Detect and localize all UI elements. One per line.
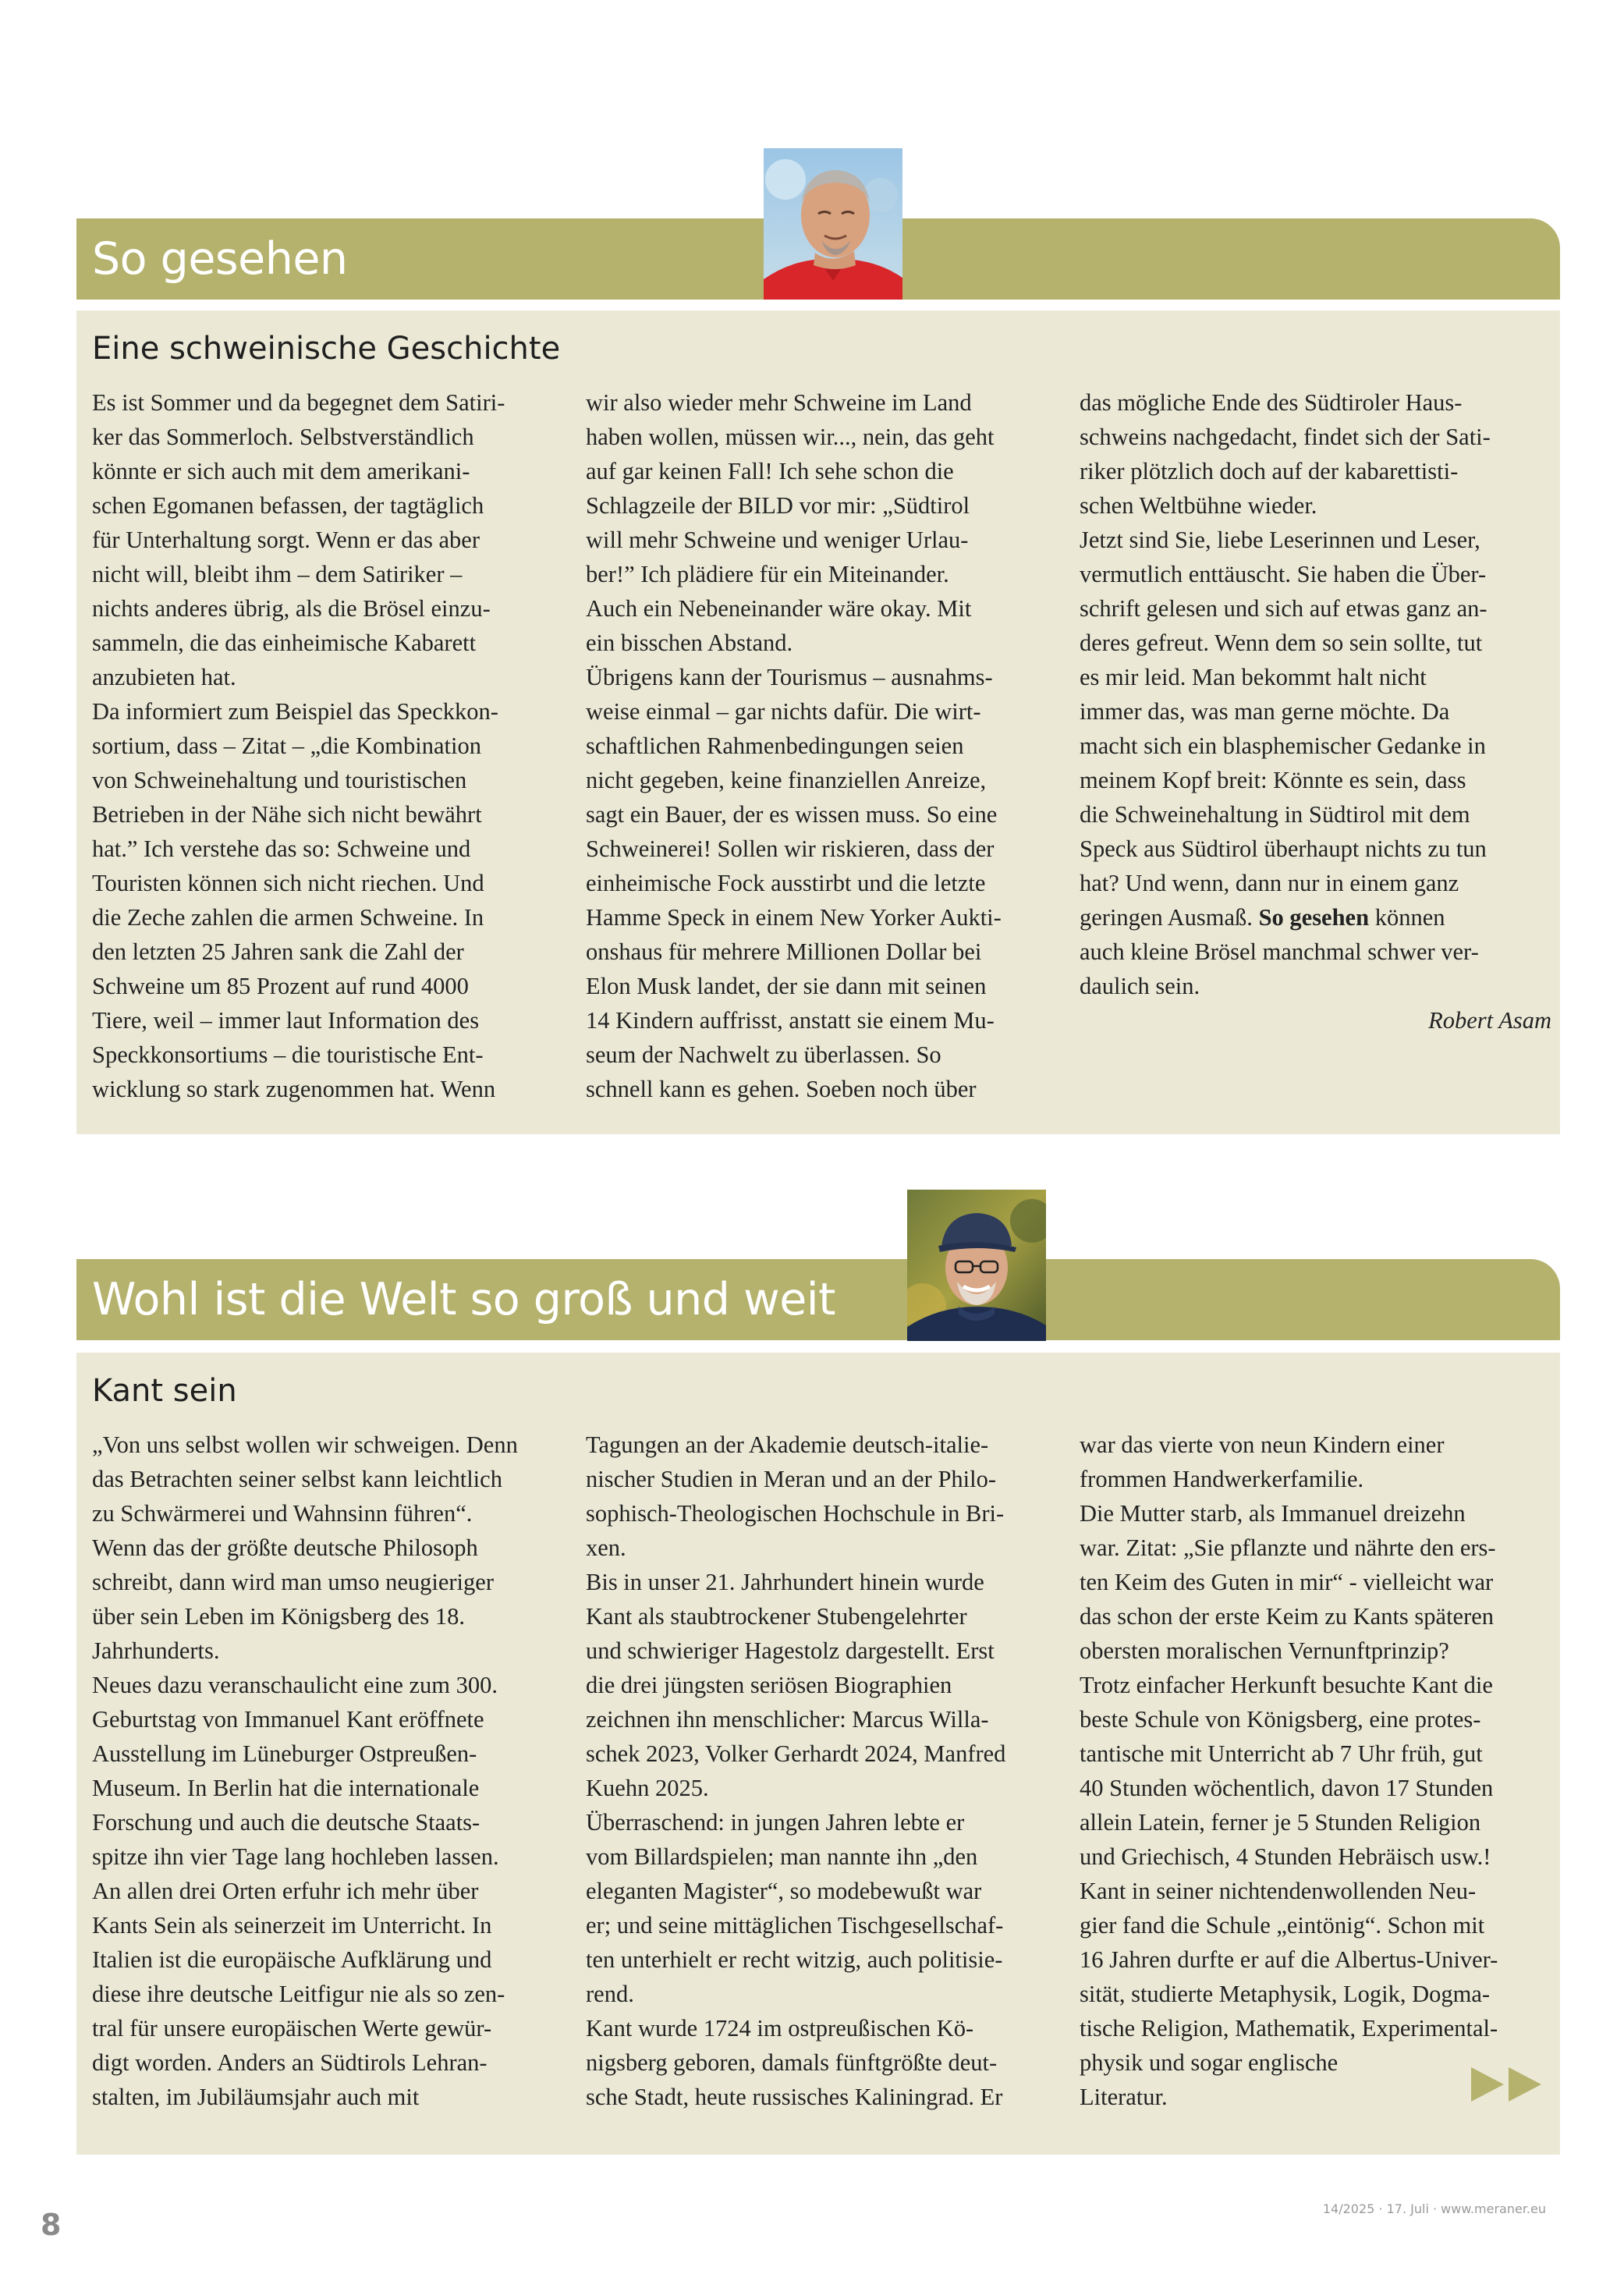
- text-line: xen.: [586, 1534, 626, 1561]
- text-line: frommen Handwerkerfamilie.: [1080, 1466, 1364, 1492]
- text-line: von Schweinehaltung und touristischen: [92, 767, 467, 793]
- text-line: Jetzt sind Sie, liebe Leserinnen und Leser,: [1080, 527, 1480, 553]
- text-line: Speck aus Südtirol überhaupt nichts zu tun: [1080, 835, 1487, 862]
- text-line: Es ist Sommer und da begegnet dem Satiri-: [92, 389, 505, 416]
- text-line: und schwieriger Hagestolz dargestellt. Erst: [586, 1637, 995, 1664]
- text-line: schnell kann es gehen. Soeben noch über: [586, 1076, 977, 1102]
- text-line: rend.: [586, 1981, 634, 2007]
- text-line: ker das Sommerloch. Selbstverständlich: [92, 424, 474, 450]
- text-line: Überraschend: in jungen Jahren lebte er: [586, 1809, 965, 1836]
- text-line: Wenn das der größte deutsche Philosoph: [92, 1534, 478, 1561]
- text-fragment: geringen Ausmaß.: [1080, 904, 1259, 931]
- text-line: Literatur.: [1080, 2084, 1168, 2110]
- bold-phrase: So gesehen: [1258, 904, 1370, 931]
- text-line: Forschung und auch die deutsche Staats-: [92, 1809, 480, 1836]
- text-line: immer das, was man gerne möchte. Da: [1080, 698, 1450, 725]
- section2-column-3: [1080, 1428, 1548, 2114]
- text-line: ber!” Ich plädiere für ein Miteinander.: [586, 561, 949, 587]
- text-line: Geburtstag von Immanuel Kant eröffnete: [92, 1706, 484, 1733]
- text-line: Hamme Speck in einem New Yorker Aukti-: [586, 904, 1002, 931]
- text-line: hat.” Ich verstehe das so: Schweine und: [92, 835, 471, 862]
- text-line: die Schweinehaltung in Südtirol mit dem: [1080, 801, 1470, 828]
- text-line: Die Mutter starb, als Immanuel dreizehn: [1080, 1500, 1466, 1527]
- text-line: Ausstellung im Lüneburger Ostpreußen-: [92, 1740, 477, 1767]
- text-line: tische Religion, Mathematik, Experimental-: [1080, 2015, 1498, 2042]
- text-line: das mögliche Ende des Südtiroler Haus-: [1080, 389, 1463, 416]
- text-line: über sein Leben im Königsberg des 18.: [92, 1603, 466, 1630]
- text-line: Italien ist die europäische Aufklärung und: [92, 1946, 492, 1973]
- text-line: Schweinerei! Sollen wir riskieren, dass der: [586, 835, 995, 862]
- text-line: auf gar keinen Fall! Ich sehe schon die: [586, 458, 954, 484]
- text-line: digt worden. Anders an Südtirols Lehran-: [92, 2049, 488, 2076]
- section1-article-panel: [76, 310, 1560, 1134]
- text-line: auch kleine Brösel manchmal schwer ver-: [1080, 938, 1479, 965]
- text-line: Museum. In Berlin hat die internationale: [92, 1775, 480, 1801]
- text-line: macht sich ein blasphemischer Gedanke in: [1080, 733, 1486, 759]
- text-line: beste Schule von Königsberg, eine protes-: [1080, 1706, 1481, 1733]
- section2-subtitle: Kant sein: [92, 1373, 237, 1409]
- text-line: schaftlichen Rahmenbedingungen seien: [586, 733, 964, 759]
- text-line: wicklung so stark zugenommen hat. Wenn: [92, 1076, 496, 1102]
- text-line: tral für unsere europäischen Werte gewür-: [92, 2015, 492, 2042]
- text-line: obersten moralischen Vernunftprinzip?: [1080, 1637, 1449, 1664]
- section2-banner: [76, 1259, 1560, 1340]
- section1-column-3: [1080, 385, 1551, 1038]
- section1-subtitle: Eine schweinische Geschichte: [92, 331, 561, 367]
- author-portrait-2: [907, 1190, 1046, 1341]
- text-line: 40 Stunden wöchentlich, davon 17 Stunden: [1080, 1775, 1494, 1801]
- text-line: sammeln, die das einheimische Kabarett: [92, 630, 477, 656]
- section2-article-panel: [76, 1353, 1560, 2155]
- page-number: 8: [41, 2208, 62, 2242]
- text-line: nicht will, bleibt ihm – dem Satiriker –: [92, 561, 463, 587]
- text-line: Neues dazu veranschaulicht eine zum 300.: [92, 1672, 498, 1698]
- text-line: Auch ein Nebeneinander wäre okay. Mit: [586, 595, 972, 622]
- text-line: Speckkonsortiums – die touristische Ent-: [92, 1041, 484, 1068]
- text-line: Kant wurde 1724 im ostpreußischen Kö-: [586, 2015, 974, 2042]
- text-line: spitze ihn vier Tage lang hochleben lassen.: [92, 1843, 499, 1870]
- text-line: meinem Kopf breit: Könnte es sein, dass: [1080, 767, 1466, 793]
- section1-column-2: [586, 385, 1054, 1106]
- text-line: will mehr Schweine und weniger Urlau-: [586, 527, 969, 553]
- text-line: eleganten Magister“, so modebewußt war: [586, 1878, 982, 1904]
- text-line: Schweine um 85 Prozent auf rund 4000: [92, 973, 469, 999]
- text-line: die drei jüngsten seriösen Biographien: [586, 1672, 952, 1698]
- text-line: zu Schwärmerei und Wahnsinn führen“.: [92, 1500, 473, 1527]
- text-line: „Von uns selbst wollen wir schweigen. Denn: [92, 1431, 518, 1458]
- text-line: er; und seine mittäglichen Tischgesellschaf-: [586, 1912, 1004, 1939]
- author-signature: Robert Asam: [1428, 1007, 1551, 1034]
- section2-column-2: [586, 1428, 1054, 2114]
- text-line: ten Keim des Guten in mir“ - vielleicht war: [1080, 1569, 1494, 1595]
- text-line: Übrigens kann der Tourismus – ausnahms-: [586, 664, 993, 690]
- text-line: nichts anderes übrig, als die Brösel einzu-: [92, 595, 491, 622]
- text-line: Tagungen an der Akademie deutsch-italie-: [586, 1431, 989, 1458]
- text-line: sortium, dass – Zitat – „die Kombination: [92, 733, 481, 759]
- text-line: für Unterhaltung sorgt. Wenn er das aber: [92, 527, 480, 553]
- text-line: schweins nachgedacht, findet sich der Sati-: [1080, 424, 1491, 450]
- text-line: sagt ein Bauer, der es wissen muss. So eine: [586, 801, 998, 828]
- text-line: schek 2023, Volker Gerhardt 2024, Manfred: [586, 1740, 1006, 1767]
- text-line: Bis in unser 21. Jahrhundert hinein wurde: [586, 1569, 984, 1595]
- text-line: Elon Musk landet, der sie dann mit seinen: [586, 973, 987, 999]
- text-line: den letzten 25 Jahren sank die Zahl der: [92, 938, 464, 965]
- text-line: und Griechisch, 4 Stunden Hebräisch usw.!: [1080, 1843, 1491, 1870]
- text-line: schen Weltbühne wieder.: [1080, 492, 1317, 519]
- text-line: nigsberg geboren, damals fünftgrößte deut-: [586, 2049, 998, 2076]
- section1-banner-title: So gesehen: [92, 233, 348, 285]
- text-line: schreibt, dann wird man umso neugieriger: [92, 1569, 494, 1595]
- text-line: war. Zitat: „Sie pflanzte und nährte den ers-: [1080, 1534, 1496, 1561]
- text-line: riker plötzlich doch auf der kabarettisti-: [1080, 458, 1459, 484]
- text-line: war das vierte von neun Kindern einer: [1080, 1431, 1445, 1458]
- section2-column-1: [92, 1428, 560, 2114]
- author-portrait-1: [764, 148, 902, 300]
- text-line: hat? Und wenn, dann nur in einem ganz: [1080, 870, 1459, 896]
- text-line: seum der Nachwelt zu überlassen. So: [586, 1041, 941, 1068]
- text-line: Da informiert zum Beispiel das Speckkon-: [92, 698, 498, 725]
- text-line: Schlagzeile der BILD vor mir: „Südtirol: [586, 492, 970, 519]
- text-line: sche Stadt, heute russisches Kaliningrad. Er: [586, 2084, 1003, 2110]
- text-line: die Zeche zahlen die armen Schweine. In: [92, 904, 484, 931]
- section1-column-1: [92, 385, 560, 1106]
- text-line: Tiere, weil – immer laut Information des: [92, 1007, 480, 1034]
- text-line: haben wollen, müssen wir..., nein, das geht: [586, 424, 995, 450]
- text-line: weise einmal – gar nichts dafür. Die wirt-: [586, 698, 981, 725]
- text-line: physik und sogar englische: [1080, 2049, 1339, 2076]
- text-line: allein Latein, ferner je 5 Stunden Religion: [1080, 1809, 1481, 1836]
- text-line: diese ihre deutsche Leitfigur nie als so zen-: [92, 1981, 505, 2007]
- text-line: Kant in seiner nichtendenwollenden Neu-: [1080, 1878, 1477, 1904]
- text-line: zeichnen ihn menschlicher: Marcus Willa-: [586, 1706, 989, 1733]
- text-line: sophisch-Theologischen Hochschule in Bri-: [586, 1500, 1005, 1527]
- text-line: sität, studierte Metaphysik, Logik, Dogma-: [1080, 1981, 1491, 2007]
- text-line: Betrieben in der Nähe sich nicht bewährt: [92, 801, 482, 828]
- text-line: anzubieten hat.: [92, 664, 236, 690]
- text-line: onshaus für mehrere Millionen Dollar bei: [586, 938, 982, 965]
- text-line: daulich sein.: [1080, 973, 1200, 999]
- continue-arrows-icon: [1470, 2066, 1544, 2107]
- issue-footer: 14/2025 · 17. Juli · www.meraner.eu: [1322, 2201, 1546, 2216]
- text-line: Kants Sein als seinerzeit im Unterricht. In: [92, 1912, 492, 1939]
- text-line: ten unterhielt er recht witzig, auch politisie-: [586, 1946, 1003, 1973]
- text-line: ein bisschen Abstand.: [586, 630, 793, 656]
- text-line: einheimische Fock ausstirbt und die letzte: [586, 870, 986, 896]
- text-line: Kant als staubtrockener Stubengelehrter: [586, 1603, 967, 1630]
- text-fragment: können: [1369, 904, 1445, 931]
- text-line: deres gefreut. Wenn dem so sein sollte, tut: [1080, 630, 1483, 656]
- text-line: stalten, im Jubiläumsjahr auch mit: [92, 2084, 420, 2110]
- text-line: das schon der erste Keim zu Kants späteren: [1080, 1603, 1495, 1630]
- text-line: An allen drei Orten erfuhr ich mehr über: [92, 1878, 479, 1904]
- text-line: vermutlich enttäuscht. Sie haben die Über-: [1080, 561, 1487, 587]
- text-line: Kuehn 2025.: [586, 1775, 709, 1801]
- text-line: Jahrhunderts.: [92, 1637, 220, 1664]
- text-line: nicht gegeben, keine finanziellen Anreize,: [586, 767, 987, 793]
- text-line: vom Billardspielen; man nannte ihn „den: [586, 1843, 978, 1870]
- text-line: könnte er sich auch mit dem amerikani-: [92, 458, 470, 484]
- text-line: [1080, 900, 1548, 935]
- text-line: gier fand die Schule „eintönig“. Schon mit: [1080, 1912, 1485, 1939]
- text-line: nischer Studien in Meran und an der Philo-: [586, 1466, 997, 1492]
- text-line: das Betrachten seiner selbst kann leichtlich: [92, 1466, 502, 1492]
- text-line: schrift gelesen und sich auf etwas ganz an-: [1080, 595, 1487, 622]
- text-line: schen Egomanen befassen, der tagtäglich: [92, 492, 484, 519]
- text-line: Trotz einfacher Herkunft besuchte Kant die: [1080, 1672, 1493, 1698]
- text-line: tantische mit Unterricht ab 7 Uhr früh, gut: [1080, 1740, 1483, 1767]
- text-line: es mir leid. Man bekommt halt nicht: [1080, 664, 1427, 690]
- text-line: Touristen können sich nicht riechen. Und: [92, 870, 484, 896]
- text-line: wir also wieder mehr Schweine im Land: [586, 389, 972, 416]
- text-line: 16 Jahren durfte er auf die Albertus-Univer-: [1080, 1946, 1498, 1973]
- text-line: 14 Kindern auffrisst, anstatt sie einem Mu-: [586, 1007, 995, 1034]
- section2-banner-title: Wohl ist die Welt so groß und weit: [92, 1274, 835, 1325]
